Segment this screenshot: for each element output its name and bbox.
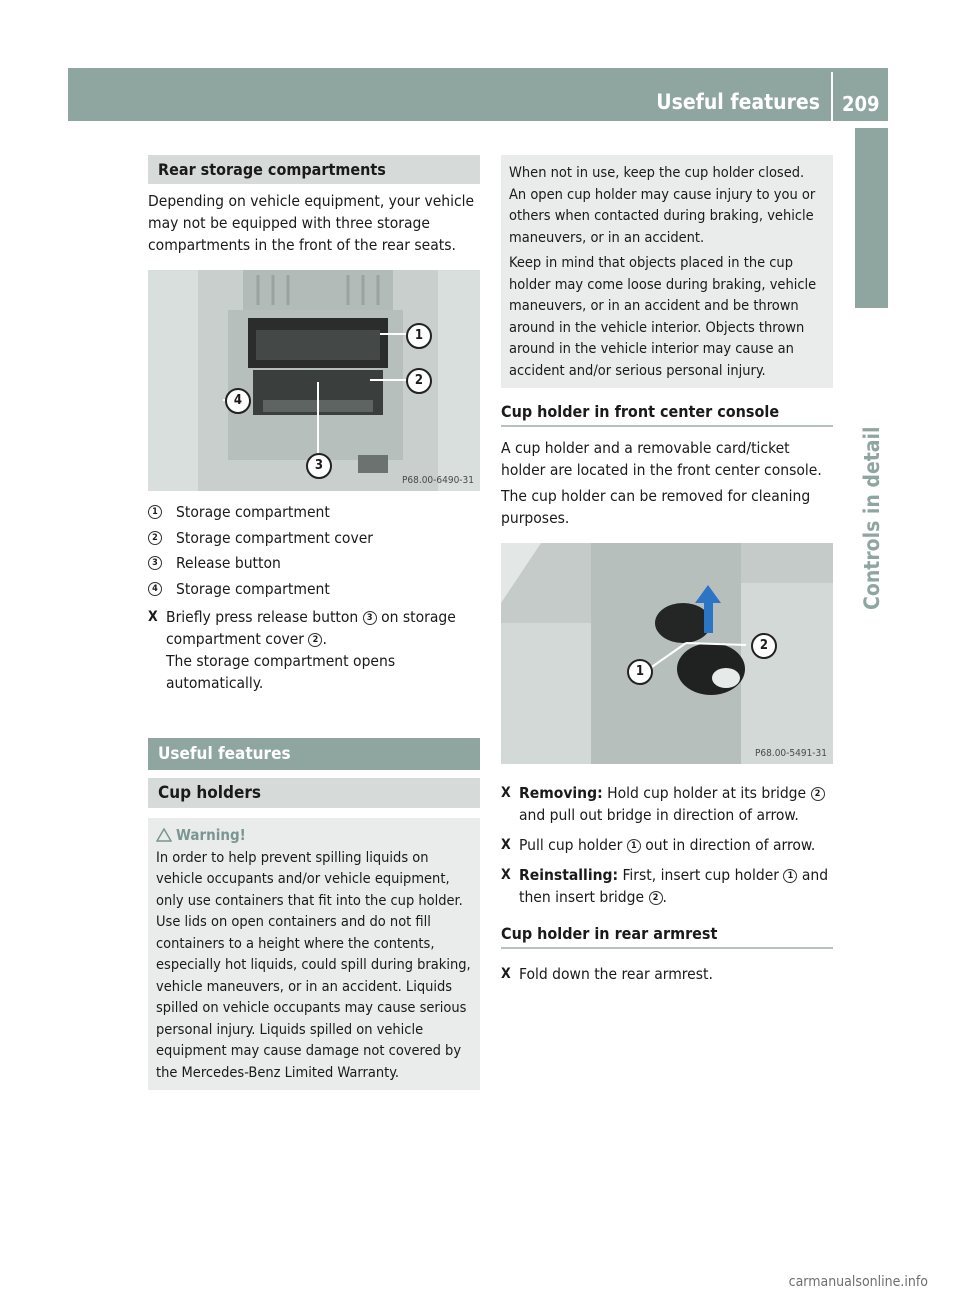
num-2-icon: 2 — [649, 891, 663, 905]
step-label: Removing: — [519, 784, 603, 802]
footer-watermark: carmanualsonline.info — [788, 1274, 928, 1290]
step-text: . — [322, 629, 327, 648]
armrest-step — [501, 963, 833, 985]
warning-title-text: Warning! — [176, 825, 246, 844]
left-column — [148, 155, 480, 1090]
front-console-p2: The cup holder can be removed for cleaning purposes. — [501, 487, 811, 527]
rear-storage-intro: Depending on vehicle equipment, your vehicle may not be equipped with three storage compartments in the front of the rear seats. — [148, 192, 475, 254]
legend-text: Storage compartment — [176, 503, 330, 521]
warning-text: In order to help prevent spilling liquids on vehicle occupants and/or vehicle equipment, only use containers that fit into the cup holder. Use lids on open containers and do not fill containers to a height where the contents, especially hot liquids, could spill during braking, vehicle maneuvers, or in an accident. Liquids spilled on vehicle occupants may cause serious personal injury. Liquids spilled on vehicle equipment may cause damage not covered by the Mercedes-Benz Limited Warranty. — [156, 849, 471, 1081]
step-label: Reinstalling: — [519, 866, 619, 884]
num-1-icon: 1 — [148, 505, 162, 519]
step-text: . — [662, 888, 667, 906]
rear-storage-heading: Rear storage compartments — [148, 155, 480, 184]
num-2-icon: 2 — [148, 531, 162, 545]
header-divider — [831, 72, 833, 121]
step-text: Fold down the rear armrest. — [519, 965, 713, 983]
step-text: and pull out bridge in direction of arrow. — [519, 806, 799, 824]
side-tab — [855, 128, 888, 308]
legend-text: Storage compartment cover — [176, 528, 374, 547]
rear-storage-photo — [148, 270, 480, 491]
callout-1: 1 — [627, 659, 653, 685]
pull-step — [501, 834, 833, 856]
warning-continued-box — [501, 155, 833, 388]
front-console-photo — [501, 543, 833, 764]
num-2-icon: 2 — [308, 633, 322, 647]
legend-item — [148, 552, 480, 574]
warning-cont-p2: Keep in mind that objects placed in the cup holder may come loose during braking, vehicle maneuvers, or in an accident and be thrown around in the vehicle interior. Objects thrown around in the vehicle interior may cause an accident and/or serious personal injury. — [509, 255, 817, 379]
step-text: First, insert cup holder — [618, 866, 784, 884]
step-text: out in direction of arrow. — [640, 836, 816, 854]
callout-1: 1 — [406, 323, 432, 349]
rear-armrest-heading: Cup holder in rear armrest — [501, 924, 833, 949]
step-text: and then insert bridge — [519, 866, 829, 906]
step-arrow-icon: X — [501, 785, 511, 801]
step-text: Briefly press release button — [166, 607, 363, 626]
step-arrow-icon: X — [501, 867, 511, 883]
callout-2: 2 — [406, 368, 432, 394]
step-arrow-icon: X — [148, 608, 158, 625]
warning-cont-p1: When not in use, keep the cup holder closed. An open cup holder may cause injury to you or others when contacted during braking, vehicle maneuvers, or in an accident. — [509, 165, 816, 246]
callout-4: 4 — [225, 388, 251, 414]
side-label-text: Controls in detail — [860, 426, 884, 610]
legend-item — [148, 501, 480, 523]
num-2-icon: 2 — [811, 787, 825, 801]
step-text: on storage compartment cover — [166, 607, 456, 648]
num-1-icon: 1 — [783, 869, 797, 883]
warning-box — [148, 818, 480, 1091]
num-3-icon: 3 — [148, 556, 162, 570]
photo-code: P68.00-6490-31 — [401, 475, 474, 486]
running-header-title: Useful features — [656, 90, 820, 114]
legend-text: Storage compartment — [176, 579, 330, 598]
cup-holders-heading: Cup holders — [148, 778, 480, 808]
step-arrow-icon: X — [501, 837, 511, 853]
num-3-icon: 3 — [363, 611, 377, 625]
step-result: The storage compartment opens automatically. — [166, 651, 396, 692]
page-number: 209 — [842, 92, 880, 116]
legend-list — [148, 501, 480, 600]
legend-text: Release button — [176, 554, 281, 572]
step-text: Pull cup holder — [519, 836, 627, 854]
useful-features-heading: Useful features — [148, 738, 480, 770]
photo-code: P68.00-5491-31 — [754, 748, 827, 759]
warning-title — [156, 826, 472, 844]
num-1-icon: 1 — [627, 839, 641, 853]
front-console-heading: Cup holder in front center console — [501, 402, 833, 427]
side-label — [856, 312, 886, 612]
step-text: Hold cup holder at its bridge — [602, 784, 811, 802]
num-4-icon: 4 — [148, 582, 162, 596]
front-console-p1: A cup holder and a removable card/ticket holder are located in the front center console. — [501, 439, 822, 479]
legend-item — [148, 578, 480, 600]
warning-triangle-icon — [156, 828, 172, 842]
release-step — [148, 606, 480, 694]
callout-2: 2 — [751, 633, 777, 659]
legend-item — [148, 527, 480, 549]
reinstalling-step — [501, 864, 833, 908]
right-column — [501, 155, 833, 985]
cup-holder-illustration — [501, 543, 833, 764]
callout-3: 3 — [306, 453, 332, 479]
removing-step — [501, 782, 833, 826]
step-arrow-icon: X — [501, 966, 511, 982]
